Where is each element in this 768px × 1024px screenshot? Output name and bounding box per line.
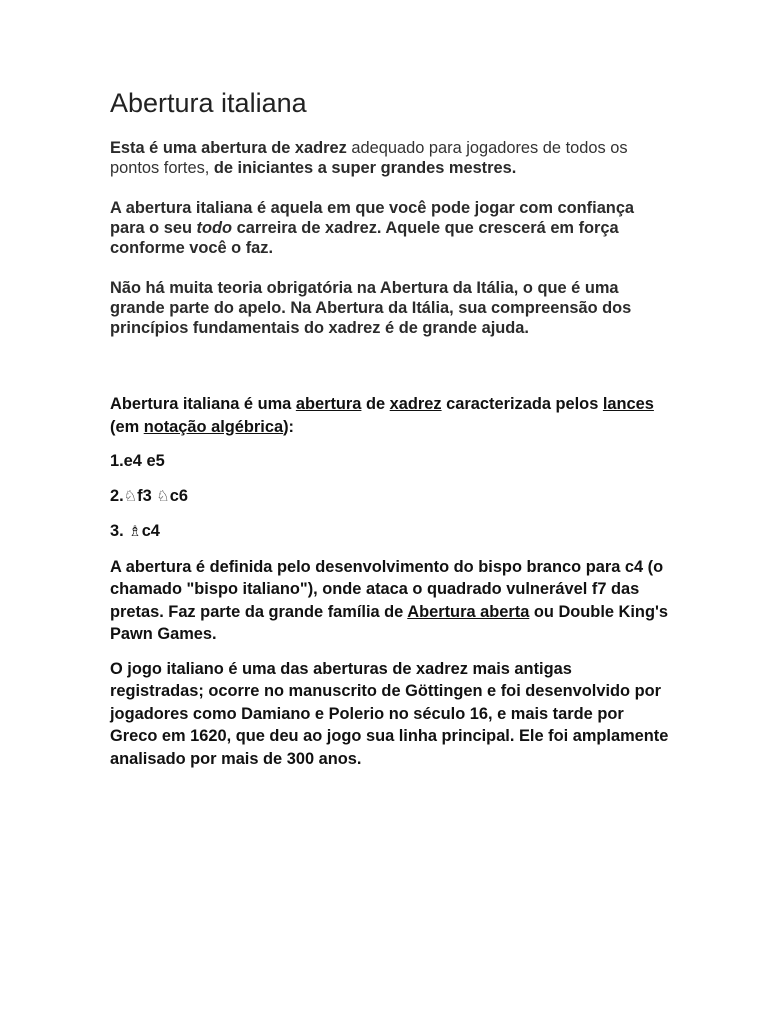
career-after: carreira de xadrez. Aquele que crescerá em força conforme você o faz. bbox=[110, 219, 619, 257]
knight-icon: ♘ bbox=[123, 487, 138, 505]
move-number: 1. bbox=[110, 452, 124, 470]
intro-lead: Esta é uma abertura de xadrez bbox=[110, 139, 347, 157]
link-abertura-aberta[interactable]: Abertura aberta bbox=[407, 602, 530, 621]
move-number: 3. bbox=[110, 522, 124, 540]
career-paragraph bbox=[110, 198, 670, 258]
link-lances[interactable]: lances bbox=[602, 395, 654, 413]
definition-text-1: Abertura italiana é uma bbox=[110, 395, 296, 413]
definition-text-4: (em bbox=[110, 417, 144, 436]
career-before: A abertura italiana é aquela em que você pode jogar com confiança para o seu bbox=[110, 199, 635, 237]
italian-bishop-paragraph bbox=[110, 556, 670, 646]
link-abertura[interactable]: abertura bbox=[295, 395, 362, 413]
document-page bbox=[110, 86, 670, 770]
bishop-icon: ♗ bbox=[128, 523, 142, 540]
italian-bishop-text: A abertura é definida pelo desenvolvimento do bispo branco para c4 (o chamado "bispo italiano"), onde ataca o quadrado vulnerável f7 das pretas. Faz parte da grande família de bbox=[110, 557, 664, 621]
page-title: Abertura italiana bbox=[110, 88, 307, 118]
italian-bishop-after: ou Double King's Pawn Games. bbox=[110, 602, 668, 643]
move-2 bbox=[110, 485, 670, 509]
knight-icon: ♘ bbox=[156, 487, 170, 505]
white-move: c4 bbox=[141, 522, 160, 540]
history-paragraph: O jogo italiano é uma das aberturas de xadrez mais antigas registradas; ocorre no manuscrito de Göttingen e foi desenvolvido por jogadores como Damiano e Polerio no século 16, e mais tarde por Greco em 1620, que deu ao jogo sua linha principal. Ele foi amplamente analisado por mais de 300 anos. bbox=[110, 659, 669, 768]
intro-middle: adequado para jogadores de todos os pontos fortes, bbox=[110, 139, 628, 177]
theory-paragraph: Não há muita teoria obrigatória na Abertura da Itália, o que é uma grande parte do apelo. Na Abertura da Itália, sua compreensão dos princípios fundamentais do xadrez é de grande ajuda. bbox=[110, 279, 632, 337]
definition-paragraph bbox=[110, 393, 670, 438]
move-1 bbox=[110, 450, 670, 473]
black-move: c6 bbox=[169, 486, 188, 505]
link-notacao-algebrica[interactable]: notação algébrica bbox=[143, 417, 284, 436]
intro-paragraph bbox=[110, 138, 670, 178]
definition-text-2: de bbox=[361, 395, 390, 413]
definition-text-5: ): bbox=[283, 417, 294, 436]
move-3 bbox=[110, 520, 670, 544]
move-number: 2. bbox=[110, 486, 124, 505]
link-xadrez[interactable]: xadrez bbox=[389, 395, 442, 413]
white-move: f3 bbox=[137, 486, 152, 505]
white-move: e4 bbox=[123, 452, 142, 470]
intro-tail: de iniciantes a super grandes mestres. bbox=[209, 159, 517, 177]
black-move: e5 bbox=[146, 452, 165, 470]
definition-text-3: caracterizada pelos bbox=[441, 395, 603, 413]
career-italic: todo bbox=[196, 219, 233, 237]
